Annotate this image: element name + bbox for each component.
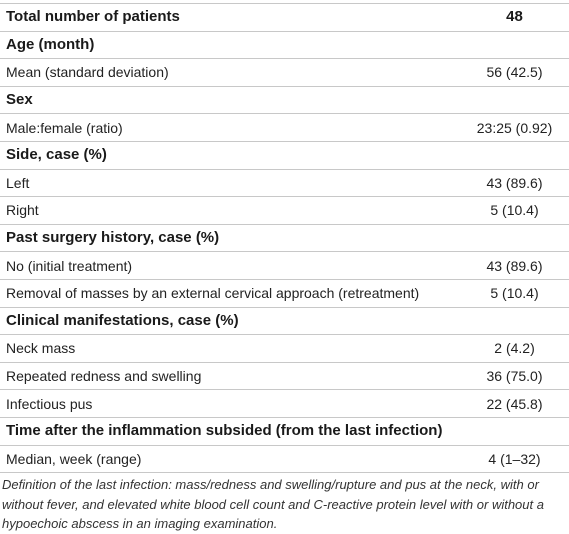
table-section-row [0,307,569,335]
section-heading: Total number of patients [0,4,460,32]
table-row [0,114,569,142]
section-heading: Past surgery history, case (%) [0,224,569,252]
row-label: Right [0,197,460,225]
table-row [0,197,569,225]
section-heading: Clinical manifestations, case (%) [0,307,569,335]
section-heading: Sex [0,86,569,114]
table-row [0,362,569,390]
row-label: Removal of masses by an external cervical approach (retreatment) [0,279,460,307]
row-label: Male:female (ratio) [0,114,460,142]
row-label: Median, week (range) [0,445,460,473]
table-section-row [0,224,569,252]
row-value: 2 (4.2) [460,335,569,363]
table-row [0,335,569,363]
table-row [0,390,569,418]
table-section-row [0,31,569,59]
table-section-row [0,141,569,169]
table-footnote: Definition of the last infection: mass/redness and swelling/rupture and pus at the neck, with or without fever, and elevated white blood cell count and C-reactive protein level with or without a hypoechoic abscess in an imaging examination. [2,477,544,531]
table-row [0,169,569,197]
section-heading: Side, case (%) [0,141,569,169]
row-value: 5 (10.4) [460,197,569,225]
row-label: Mean (standard deviation) [0,59,460,87]
row-value: 22 (45.8) [460,390,569,418]
row-label: Repeated redness and swelling [0,362,460,390]
table-body [0,4,569,473]
section-heading: Time after the inflammation subsided (from the last infection) [0,417,569,445]
table-row [0,252,569,280]
row-label: Infectious pus [0,390,460,418]
row-value: 43 (89.6) [460,252,569,280]
row-label: Neck mass [0,335,460,363]
row-value: 4 (1–32) [460,445,569,473]
section-heading: Age (month) [0,31,569,59]
row-label: Left [0,169,460,197]
row-value: 56 (42.5) [460,59,569,87]
table-section-row [0,4,569,32]
table-row [0,445,569,473]
row-value: 48 [460,4,569,32]
table-section-row [0,417,569,445]
patient-characteristics-table [0,3,569,473]
table-row [0,59,569,87]
row-value: 5 (10.4) [460,279,569,307]
row-value: 23:25 (0.92) [460,114,569,142]
row-value: 36 (75.0) [460,362,569,390]
table-section-row [0,86,569,114]
row-value: 43 (89.6) [460,169,569,197]
row-label: No (initial treatment) [0,252,460,280]
table-row [0,279,569,307]
